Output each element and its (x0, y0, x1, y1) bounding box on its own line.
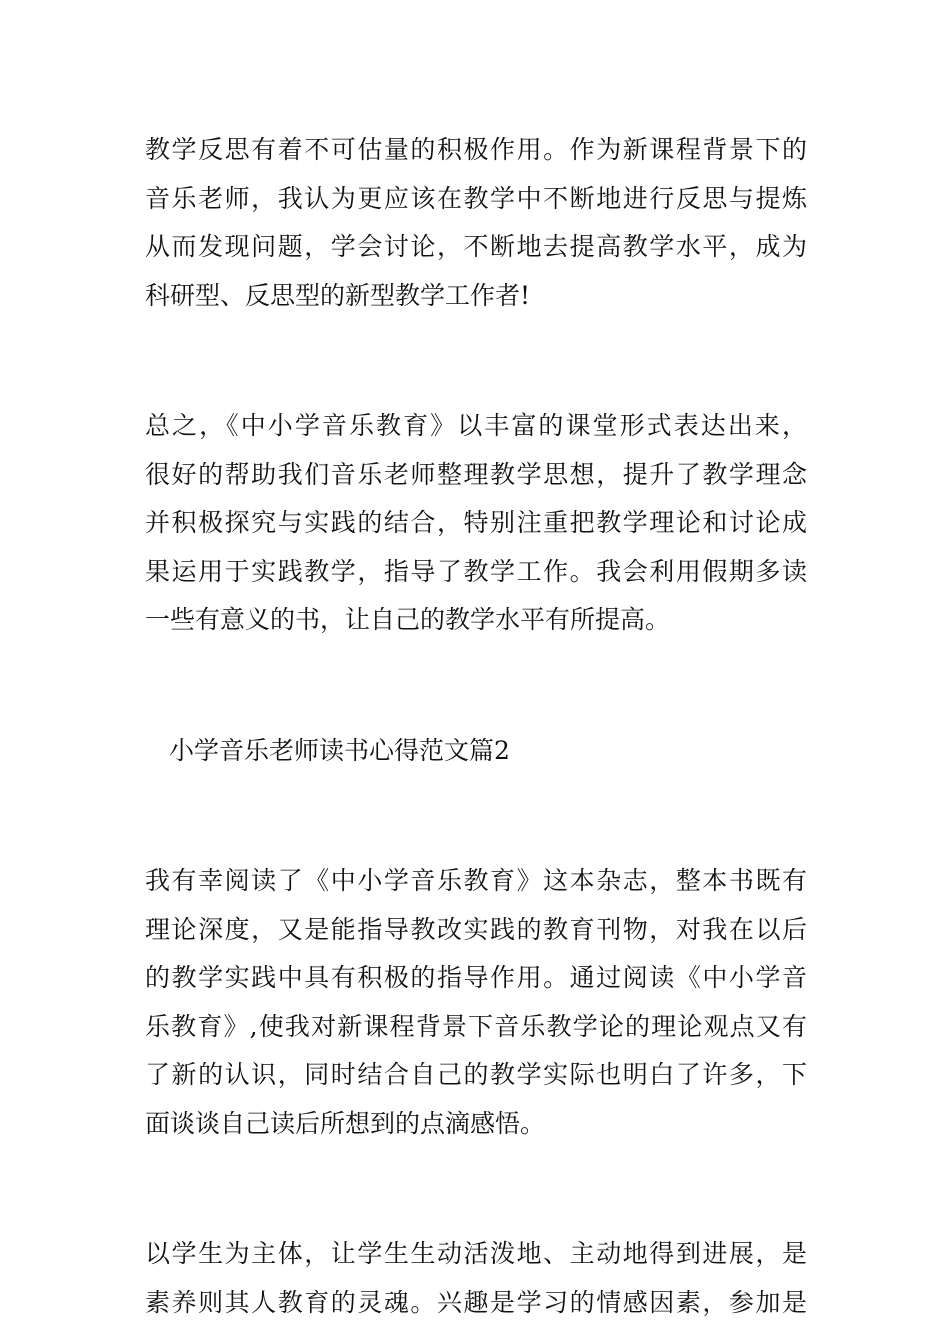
paragraph-spacer (145, 775, 807, 857)
paragraph-line: 总之，《中小学音乐教育》以丰富的课堂形式表达出来， (145, 411, 807, 440)
paragraph-spacer (145, 645, 807, 727)
document-body (145, 126, 807, 1327)
paragraph-spacer (145, 320, 807, 402)
section-heading: 小学音乐老师读书心得范文篇2 (169, 735, 510, 765)
paragraph-line: 音乐老师，我认为更应该在教学中不断地进行反思与提炼 (145, 183, 807, 213)
paragraph-line: 一些有意义的书，让自己的教学水平有所提高。 (145, 605, 671, 634)
paragraph-line: 的教学实践中具有积极的指导作用。通过阅读《中小学音 (145, 963, 807, 992)
paragraph-line: 从而发现问题，学会讨论，不断地去提高教学水平，成为 (145, 232, 807, 261)
paragraph-line: 果运用于实践教学，指导了教学工作。我会利用假期多读 (145, 556, 807, 586)
paragraph-summary (145, 402, 807, 645)
paragraph-line: 以学生为主体，让学生生动活泼地、主动地得到进展，是 (145, 1239, 807, 1268)
paragraph-line: 很好的帮助我们音乐老师整理教学思想，提升了教学理念 (145, 459, 807, 489)
paragraph-spacer (145, 1148, 807, 1230)
paragraph-line: 了新的认识，同时结合自己的教学实际也明白了许多，下 (145, 1060, 807, 1089)
paragraph-line: 教学反思有着不可估量的积极作用。作为新课程背景下的 (145, 135, 807, 164)
paragraph-line: 素养则其人教育的灵魂。兴趣是学习的情感因素，参加是 (145, 1287, 807, 1317)
paragraph-line: 我有幸阅读了《中小学音乐教育》这本杂志，整本书既有 (145, 866, 807, 895)
paragraph-line: 乐教育》,使我对新课程背景下音乐教学论的理论观点又有 (145, 1011, 807, 1041)
paragraph-line: 科研型、反思型的新型教学工作者! (145, 280, 531, 310)
paragraph-line: 理论深度，又是能指导教改实践的教育刊物，对我在以后 (145, 914, 807, 944)
paragraph-line: 面谈谈自己读后所想到的点滴感悟。 (145, 1108, 546, 1138)
paragraph-reading-intro (145, 857, 807, 1148)
paragraph-reflection (145, 126, 807, 320)
paragraph-line: 并积极探究与实践的结合，特别注重把教学理论和讨论成 (145, 508, 807, 537)
paragraph-student-centered (145, 1230, 807, 1327)
